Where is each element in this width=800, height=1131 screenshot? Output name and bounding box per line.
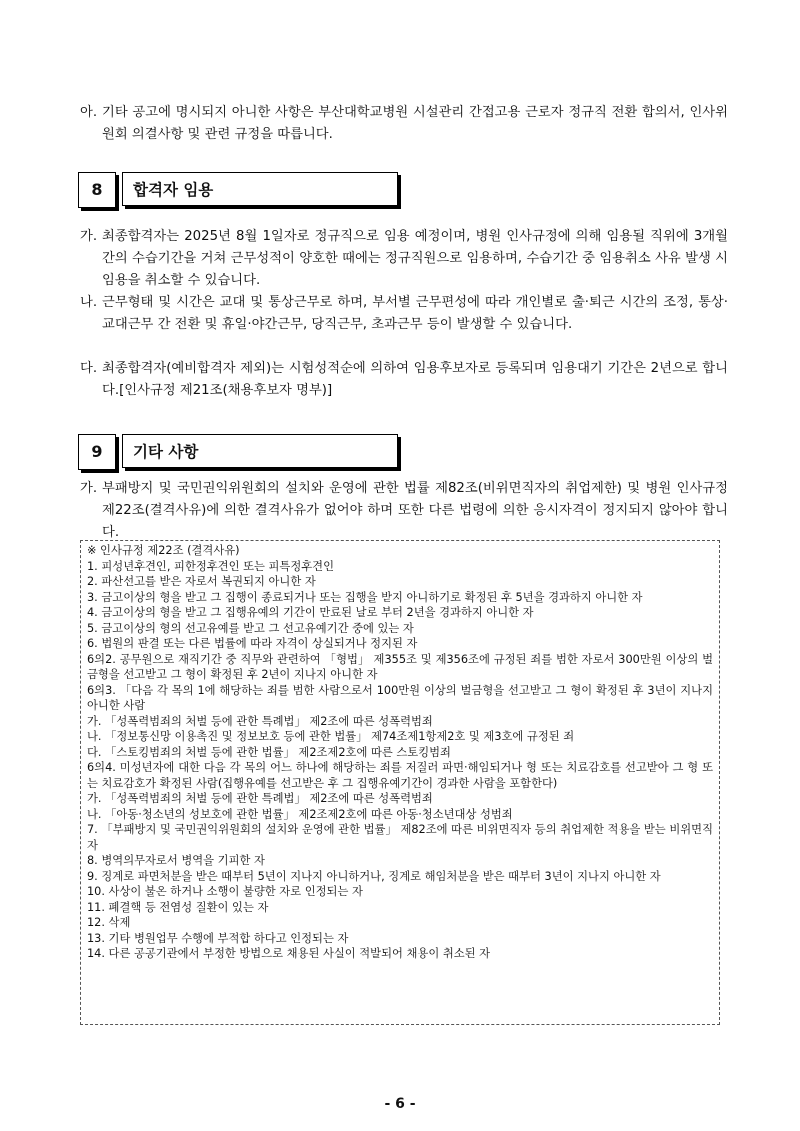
item-marker: 나.	[80, 295, 98, 310]
box-line: 나. 「정보통신망 이용촉진 및 정보보호 등에 관한 법률」 제74조제1항제2호 및 제3호에 규정된 죄	[87, 730, 575, 743]
page-number: - 6 -	[384, 1096, 416, 1112]
intro-item	[80, 102, 728, 146]
item-marker: 다.	[80, 361, 98, 376]
box-line: 10. 사상이 불온 하거나 소행이 불량한 자로 인정되는 자	[87, 885, 363, 898]
box-line: 12. 삭제	[87, 916, 131, 929]
box-line: 1. 피성년후견인, 피한정후견인 또는 피특정후견인	[87, 559, 334, 573]
item-marker: 가.	[80, 481, 98, 496]
box-line: 6. 법원의 판결 또는 다른 법률에 따라 자격이 상실되거나 정지된 자	[87, 637, 418, 650]
disqualification-box	[80, 540, 720, 1025]
item-marker: 아.	[80, 105, 98, 120]
section-title: 합격자 임용	[122, 172, 398, 206]
section-8-item-ga	[80, 226, 728, 292]
section-9-item-ga	[80, 478, 728, 544]
section-8-item-da	[80, 358, 728, 402]
item-text: 최종합격자는 2025년 8월 1일자로 정규직으로 임용 예정이며, 병원 인사규정에 의해 임용될 직위에 3개월간의 수습기간을 거쳐 근무성적이 양호한 때에는 정규직원으로 임용하며, 수습기간 중 임용취소 사유 발생 시 임용을 취소할 수 있습니다.	[102, 229, 728, 288]
box-line: 3. 금고이상의 형을 받고 그 집행이 종료되거나 또는 집행을 받지 아니하기로 확정된 후 5년을 경과하지 아니한 자	[87, 590, 643, 604]
box-line: 가. 「성폭력범죄의 처벌 등에 관한 특례법」 제2조에 따른 성폭력범죄	[87, 792, 433, 805]
item-text: 근무형태 및 시간은 교대 및 통상근무로 하며, 부서별 근무편성에 따라 개인별로 출·퇴근 시간의 조정, 통상·교대근무 간 전환 및 휴일·야간근무, 당직근무, 초과근무 등이 발생할 수 있습니다.	[102, 295, 728, 332]
box-line: 6의2. 공무원으로 재직기간 중 직무와 관련하여 「형법」 제355조 및 제356조에 규정된 죄를 범한 자로서 300만원 이상의 벌금형을 선고받고 그 형이 확정된 후 2년이 지나지 아니한 자	[87, 652, 713, 681]
section-number: 8	[78, 172, 116, 208]
section-title: 기타 사항	[122, 434, 398, 468]
section-8-item-na	[80, 292, 728, 336]
box-line: 13. 기타 병원업무 수행에 부적합 하다고 인정되는 자	[87, 931, 349, 945]
item-text: 기타 공고에 명시되지 아니한 사항은 부산대학교병원 시설관리 간접고용 근로자 정규직 전환 합의서, 인사위원회 의결사항 및 관련 규정을 따릅니다.	[102, 105, 728, 142]
box-line: 14. 다른 공공기관에서 부정한 방법으로 채용된 사실이 적발되어 채용이 취소된 자	[87, 947, 491, 960]
box-line: 가. 「성폭력범죄의 처벌 등에 관한 특례법」 제2조에 따른 성폭력범죄	[87, 714, 433, 728]
box-line: 11. 폐결핵 등 전염성 질환이 있는 자	[87, 900, 269, 914]
box-line: 9. 징계로 파면처분을 받은 때부터 5년이 지나지 아니하거나, 징계로 해임처분을 받은 때부터 3년이 지나지 아니한 자	[87, 869, 661, 883]
box-line: 5. 금고이상의 형의 선고유예를 받고 그 선고유예기간 중에 있는 자	[87, 621, 414, 635]
box-line: 4. 금고이상의 형을 받고 그 집행유예의 기간이 만료된 날로 부터 2년을 경과하지 아니한 자	[87, 606, 534, 619]
item-text: 부패방지 및 국민권익위원회의 설치와 운영에 관한 법률 제82조(비위면직자의 취업제한) 및 병원 인사규정 제22조(결격사유)에 의한 결격사유가 없어야 하며 또한 다른 법령에 의한 응시자격이 정지되지 않아야 합니다.	[102, 481, 728, 540]
box-line: 다. 「스토킹범죄의 처벌 등에 관한 법률」 제2조제2호에 따른 스토킹범죄	[87, 745, 451, 759]
box-line: 나. 「아동·청소년의 성보호에 관한 법률」 제2조제2호에 따른 아동·청소년대상 성범죄	[87, 807, 513, 821]
item-text: 최종합격자(예비합격자 제외)는 시험성적순에 의하여 임용후보자로 등록되며 임용대기 기간은 2년으로 합니다.[인사규정 제21조(채용후보자 명부)]	[102, 361, 728, 398]
box-line: 6의3. 「다음 각 목의 1에 해당하는 죄를 범한 사람으로서 100만원 이상의 벌금형을 선고받고 그 형이 확정된 후 3년이 지나지 아니한 사람	[87, 683, 713, 712]
box-line: 6의4. 미성년자에 대한 다음 각 목의 어느 하나에 해당하는 죄를 저질러 파면·해임되거나 형 또는 치료감호를 선고받아 그 형 또는 치료감호가 확정된 사람(집행유예를 선고받은 후 그 집행유예기간이 경과한 사람을 포함한다)	[87, 761, 713, 790]
box-line: ※ 인사규정 제22조 (결격사유)	[87, 544, 240, 557]
section-number: 9	[78, 434, 116, 470]
item-marker: 가.	[80, 229, 98, 244]
box-line: 8. 병역의무자로서 병역을 기피한 자	[87, 854, 265, 867]
box-line: 7. 「부패방지 및 국민권익위원회의 설치와 운영에 관한 법률」 제82조에 따른 비위면직자 등의 취업제한 적용을 받는 비위면직자	[87, 823, 713, 852]
box-line: 2. 파산선고를 받은 자로서 복권되지 아니한 자	[87, 575, 316, 588]
